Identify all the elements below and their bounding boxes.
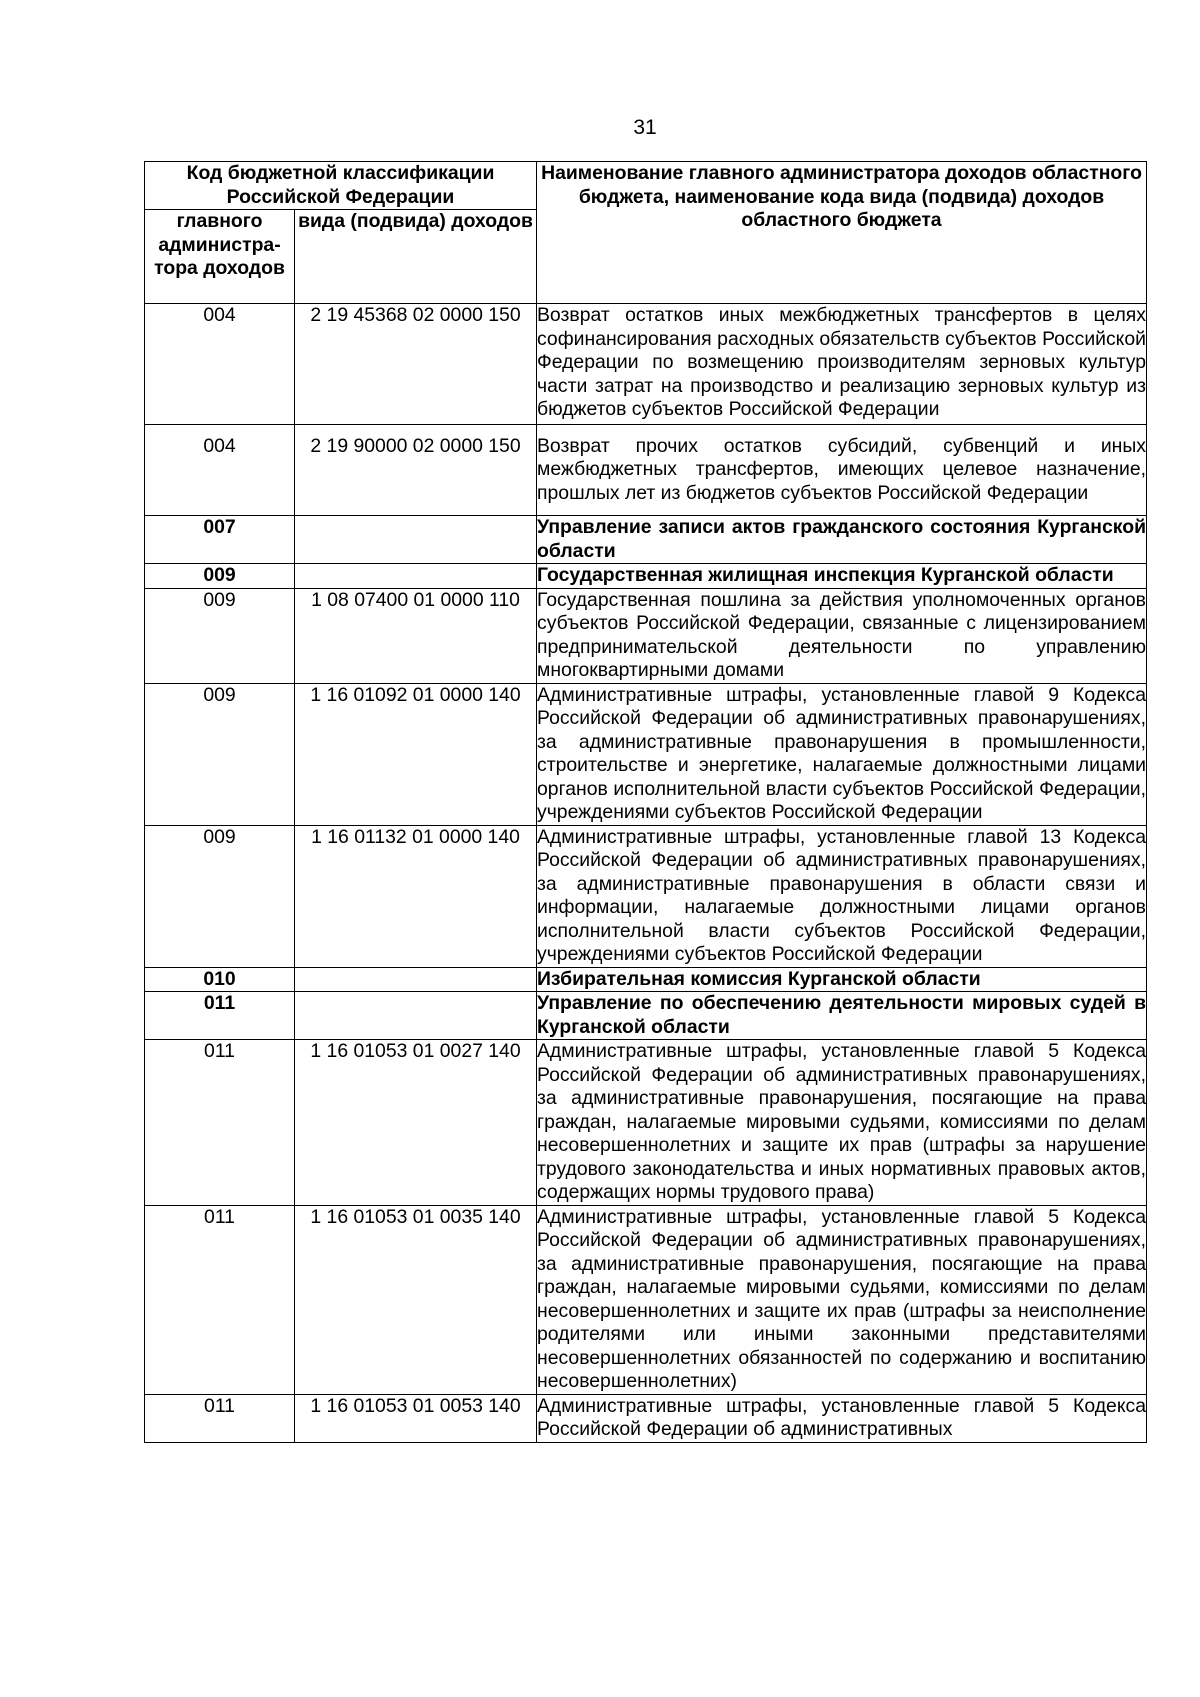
table-row	[145, 588, 1147, 683]
admin-code-cell: 009	[145, 564, 295, 589]
admin-code-cell: 004	[145, 304, 295, 425]
income-code-cell: 1 16 01092 01 0000 140	[295, 683, 537, 825]
admin-code-cell: 010	[145, 967, 295, 992]
income-name-cell: Избирательная комиссия Курганской области	[537, 967, 1147, 992]
income-name-cell: Административные штрафы, установленные главой 9 Кодекса Российской Федерации об административных правонарушениях, за административные правонарушения в промышленности, строительстве и энергетике, налагаемые должностными лицами органов исполнительной власти субъектов Российской Федерации, учреждениями субъектов Российской Федерации	[537, 683, 1146, 823]
budget-classification-table	[144, 161, 1147, 1443]
table-row	[145, 516, 1147, 564]
table-row	[145, 1205, 1147, 1394]
table-body	[145, 304, 1147, 1443]
page-number: 31	[633, 116, 657, 139]
table-row	[145, 424, 1147, 516]
admin-code-cell: 009	[145, 683, 295, 825]
admin-code-cell: 011	[145, 992, 295, 1040]
admin-code-cell: 007	[145, 516, 295, 564]
header-name: Наименование главного администратора доходов областного бюджета, наименование кода вида (подвида) доходов областного бюджета	[537, 162, 1147, 304]
admin-code-cell: 011	[145, 1205, 295, 1394]
header-income-type: вида (подвида) доходов	[295, 210, 537, 304]
table-row	[145, 564, 1147, 589]
income-name-cell: Административные штрафы, установленные главой 13 Кодекса Российской Федерации об административных правонарушениях, за административные правонарушения в области связи и информации, налагаемые должностными лицами органов исполнительной власти субъектов Российской Федерации, учреждениями субъектов Российской Федерации	[537, 825, 1146, 965]
income-name-cell: Управление по обеспечению деятельности мировых судей в Курганской области	[537, 992, 1146, 1038]
admin-code-cell: 011	[145, 1394, 295, 1442]
income-code-cell: 2 19 90000 02 0000 150	[295, 424, 537, 516]
header-admin-code: главного администра-тора доходов	[145, 210, 295, 304]
income-name-cell: Возврат прочих остатков субсидий, субвенций и иных межбюджетных трансфертов, имеющих целевое назначение, прошлых лет из бюджетов субъектов Российской Федерации	[537, 424, 1147, 516]
income-code-cell: 1 16 01132 01 0000 140	[295, 825, 537, 967]
income-code-cell: 1 16 01053 01 0027 140	[295, 1040, 537, 1206]
income-code-cell	[295, 516, 537, 564]
income-code-cell: 1 16 01053 01 0035 140	[295, 1205, 537, 1394]
income-code-cell	[295, 967, 537, 992]
table-row	[145, 304, 1147, 425]
table-row	[145, 1040, 1147, 1206]
income-code-cell: 2 19 45368 02 0000 150	[295, 304, 537, 425]
income-code-cell	[295, 564, 537, 589]
income-code-cell: 1 08 07400 01 0000 110	[295, 588, 537, 683]
income-code-cell	[295, 992, 537, 1040]
income-code-cell: 1 16 01053 01 0053 140	[295, 1394, 537, 1442]
admin-code-cell: 011	[145, 1040, 295, 1206]
income-name-cell: Государственная жилищная инспекция Курганской области	[537, 564, 1147, 589]
income-name-cell: Управление записи актов гражданского состояния Курганской области	[537, 516, 1146, 562]
income-name-cell: Государственная пошлина за действия уполномоченных органов субъектов Российской Федерации, связанные с лицензированием предпринимательской деятельности по управлению многоквартирными домами	[537, 588, 1146, 681]
admin-code-cell: 009	[145, 588, 295, 683]
admin-code-cell: 004	[145, 424, 295, 516]
income-name-cell: Возврат остатков иных межбюджетных трансфертов в целях софинансирования расходных обязательств субъектов Российской Федерации по возмещению производителям зерновых культур части затрат на производство и реализацию зерновых культур из бюджетов субъектов Российской Федерации	[537, 304, 1147, 425]
table-row	[145, 825, 1147, 967]
income-name-cell: Административные штрафы, установленные главой 5 Кодекса Российской Федерации об административных правонарушениях, за административные правонарушения, посягающие на права граждан, налагаемые мировыми судьями, комиссиями по делам несовершеннолетних и защите их прав (штрафы за неисполнение родителями или иными законными представителями несовершеннолетних обязанностей по содержанию и воспитанию несовершеннолетних)	[537, 1205, 1146, 1392]
table-row	[145, 1394, 1147, 1442]
table-row	[145, 967, 1147, 992]
table-row	[145, 992, 1147, 1040]
header-kbk-group: Код бюджетной классификации Российской Федерации	[145, 162, 537, 210]
table-row	[145, 683, 1147, 825]
admin-code-cell: 009	[145, 825, 295, 967]
income-name-cell: Административные штрафы, установленные главой 5 Кодекса Российской Федерации об административных	[537, 1394, 1146, 1440]
income-name-cell: Административные штрафы, установленные главой 5 Кодекса Российской Федерации об административных правонарушениях, за административные правонарушения, посягающие на права граждан, налагаемые мировыми судьями, комиссиями по делам несовершеннолетних и защите их прав (штрафы за нарушение трудового законодательства и иных нормативных правовых актов, содержащих нормы трудового права)	[537, 1040, 1146, 1203]
